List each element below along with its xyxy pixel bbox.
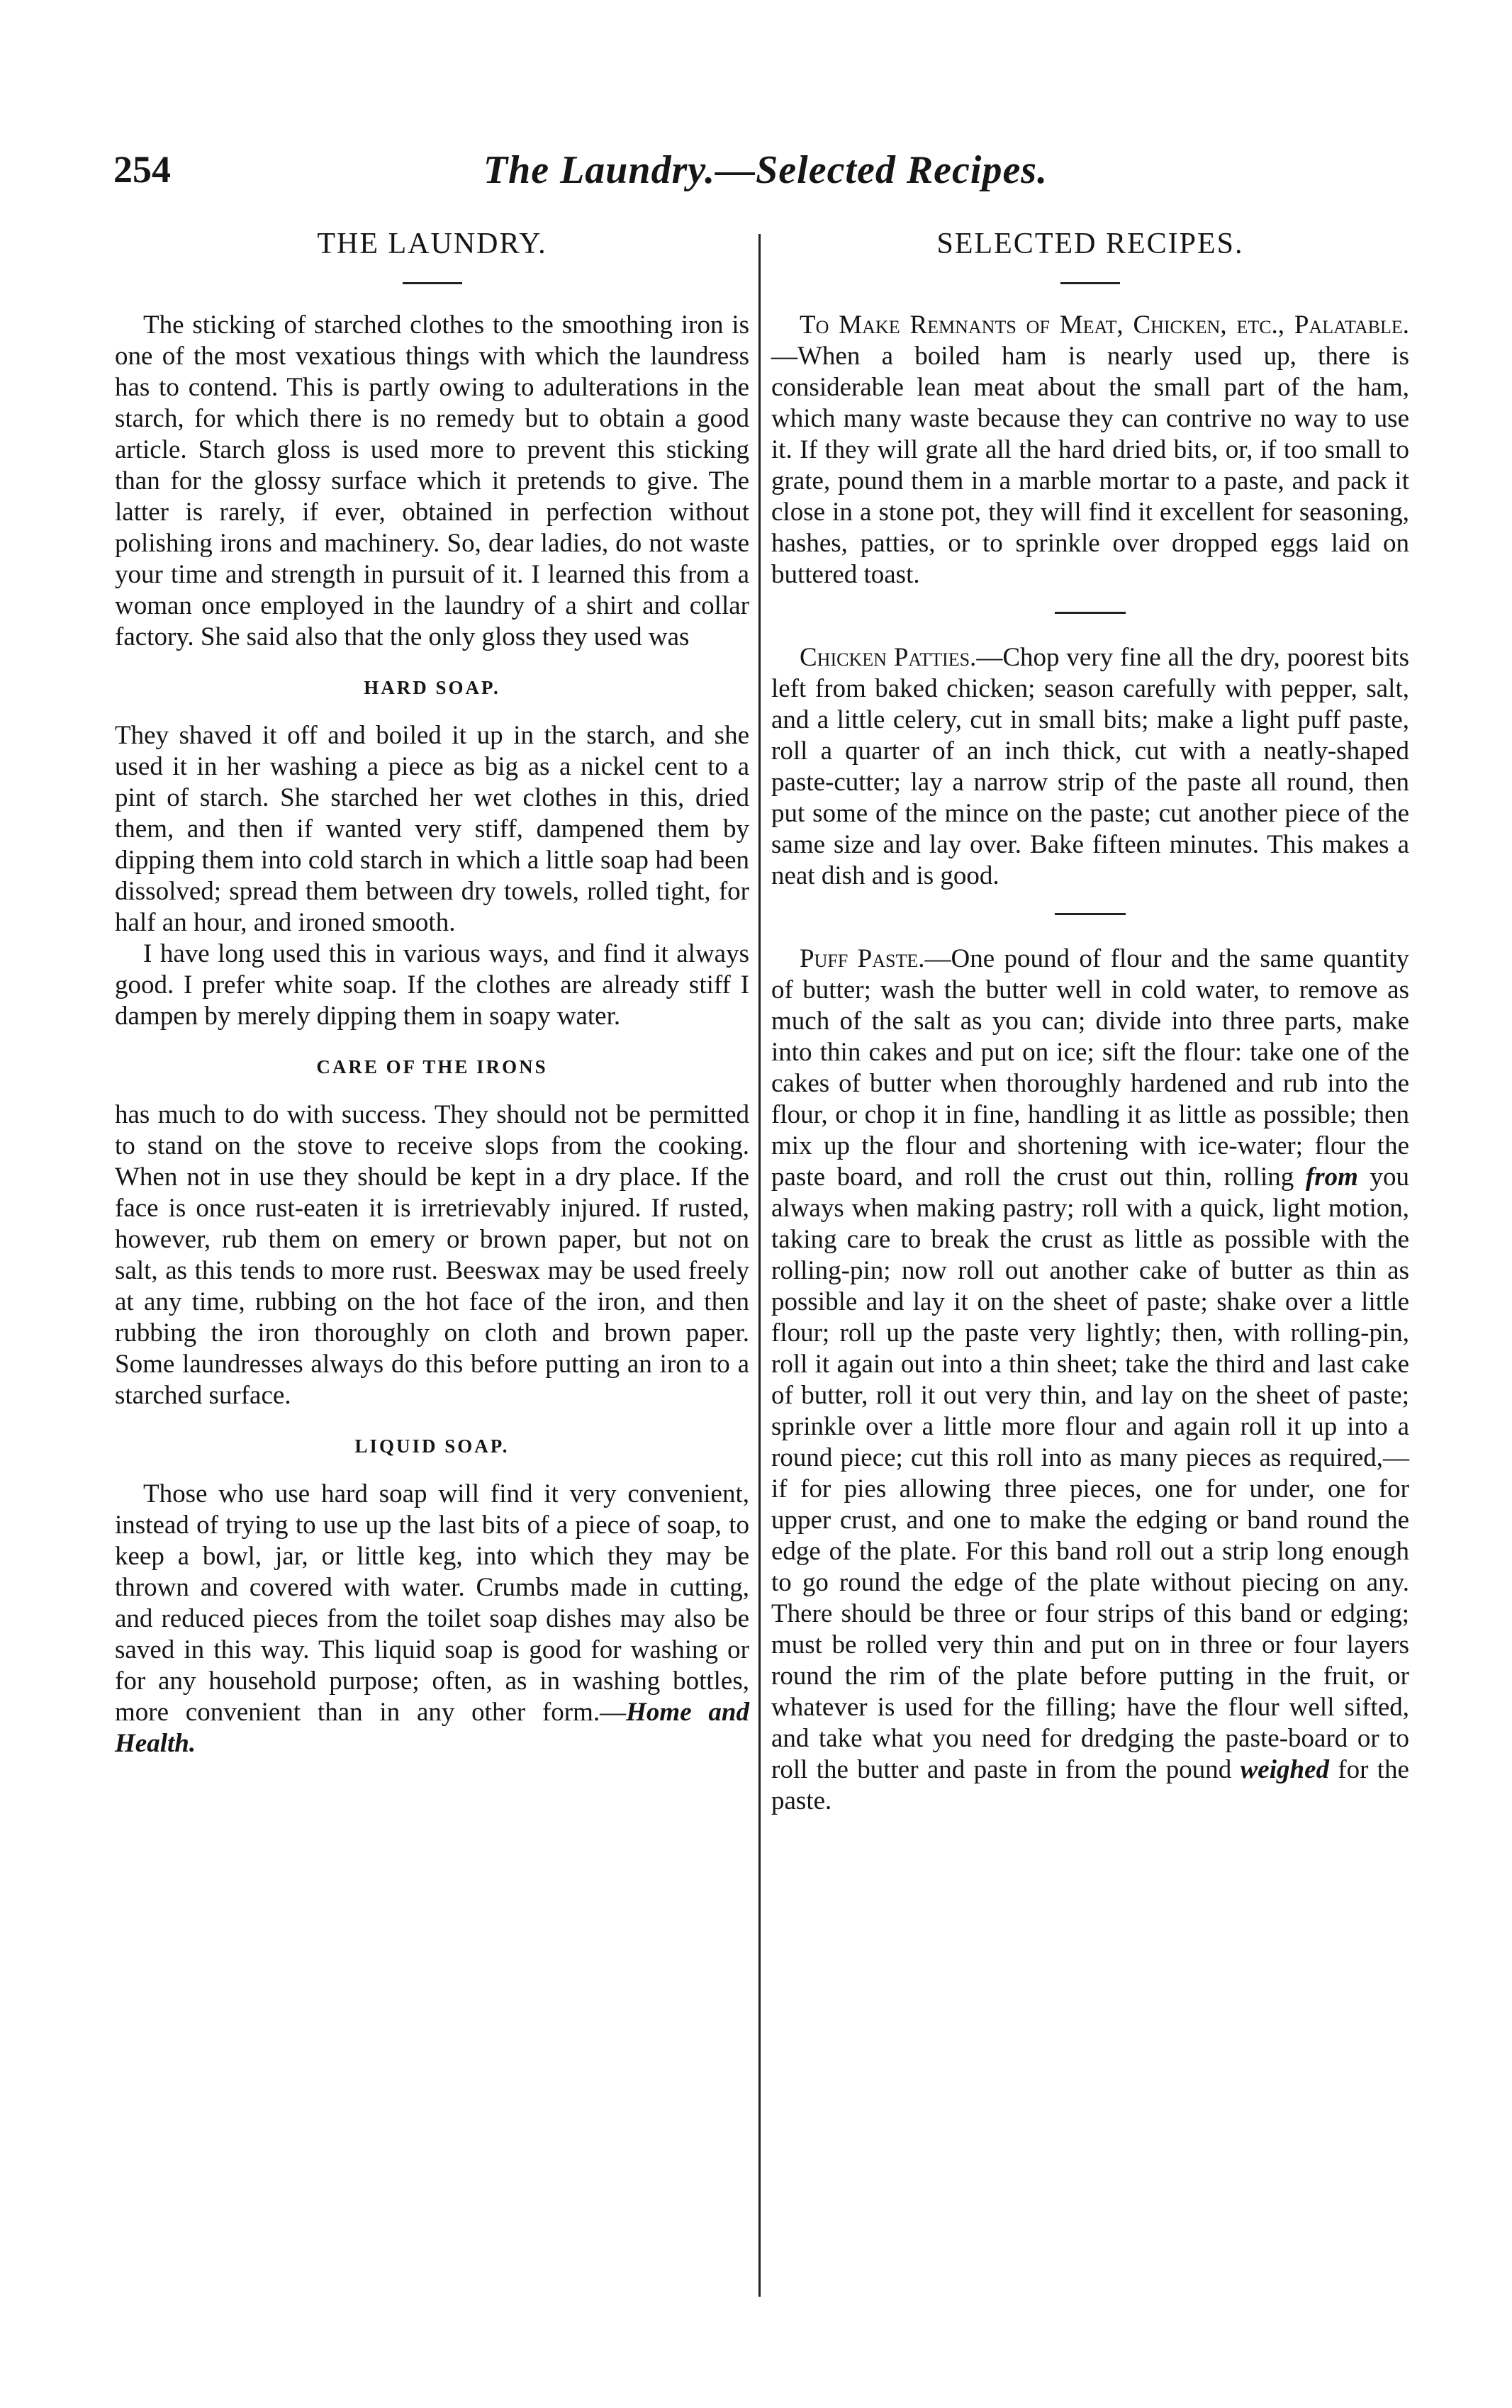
recipe-puff-paste-from: from (1305, 1163, 1358, 1192)
liquid-soap-text: Those who use hard soap will find it very convenient, instead of trying to use up the last bits of a piece of soap, to keep a bowl, jar, or little keg, into which they may be thrown and covered with water. Crumbs made in cutting, and reduced pieces from the toilet soap dishes may also be saved in this way. This liquid soap is good for washing or for any household purpose; often, as in washing bottles, more convenient than in any other form.— (115, 1479, 749, 1727)
recipe-puff-paste-text-c: for the paste. (771, 1755, 1409, 1815)
recipe-chicken-patties (771, 642, 1409, 892)
hard-soap-paragraph-2: I have long used this in various ways, and find it always good. I prefer white soap. If the clothes are already stiff I dampen by merely dipping them in soapy water. (115, 939, 749, 1031)
laundry-column (115, 227, 749, 1759)
heading-rule (1060, 282, 1120, 284)
recipe-puff-paste-weighed: weighed (1240, 1755, 1329, 1784)
recipe-chicken-patties-text: —Chop very fine all the dry, poorest bits left from baked chicken; season carefully with pepper, salt, and a little celery, cut in small bits; make a light puff paste, roll a quarter of an inch thick, cut with a neatly-shaped paste-cutter; lay a narrow strip of the paste all round, then put some of the mince on the paste; cut another piece of the same size and lay over. Bake fifteen minutes. This makes a neat dish and is good. (771, 643, 1409, 890)
irons-heading: CARE OF THE IRONS (316, 1056, 548, 1077)
irons-paragraph: has much to do with success. They should not be permitted to stand on the stove to receive slops from the cooking. When not in use they should be kept in a dry place. If the face is once rust-eaten it is irretrievably injured. If rusted, however, rub them on emery or brown paper, but not on salt, as this tends to more rust. Beeswax may be used freely at any time, rubbing on the hot face of the iron, and then rubbing the iron thoroughly on cloth and brown paper. Some laundresses always do this before putting an iron to a starched surface. (115, 1100, 749, 1410)
column-divider (758, 234, 761, 2297)
hard-soap-paragraph-1: They shaved it off and boiled it up in the starch, and she used it in her washing a piece as big as a nickel cent to a pint of starch. She starched her wet clothes in this, dried them, and then if wanted very stiff, dampened them by dipping them into cold starch in which a little soap had been dissolved; spread them between dry towels, rolled tight, for half an hour, and ironed smooth. (115, 721, 749, 937)
recipe-remnants-text: —When a boiled ham is nearly used up, there is considerable lean meat about the small part of the ham, which many waste because they can contrive no way to use it. If they will grate all the hard dried bits, or, if too small to grate, pound them in a marble mortar to a paste, and pack it close in a stone pot, they will find it excellent for seasoning, hashes, patties, or to sprinkle over dropped eggs laid on buttered toast. (771, 342, 1409, 589)
recipe-separator (1055, 913, 1126, 915)
running-title: The Laundry.—Selected Recipes. (483, 148, 1048, 192)
recipe-separator (1055, 612, 1126, 614)
heading-rule (403, 282, 462, 284)
liquid-soap-paragraph (115, 1479, 749, 1759)
page-header (113, 147, 1418, 211)
liquid-soap-heading: LIQUID SOAP. (354, 1435, 510, 1457)
recipe-puff-paste-text-a: —One pound of flour and the same quantity of butter; wash the butter well in cold water, to remove as much of the salt as you can; divide into three parts, make into thin cakes and put on ice; sift the flour: take one of the cakes of butter when thoroughly hardened and rub into the flour, or chop it in fine, handling it as little as possible; then mix up the flour and shortening with ice-water; flour the paste board, and roll the crust out thin, rolling (771, 944, 1410, 1192)
recipe-puff-paste-title: Puff Paste. (800, 944, 925, 973)
laundry-heading: THE LAUNDRY. (317, 228, 547, 260)
recipe-puff-paste (771, 943, 1409, 1817)
recipes-heading: SELECTED RECIPES. (936, 228, 1244, 260)
recipe-remnants-title: To Make Remnants of Meat, Chicken, etc., Palatable. (800, 310, 1409, 340)
recipe-remnants (771, 310, 1409, 590)
recipe-chicken-patties-title: Chicken Patties. (800, 643, 977, 672)
recipe-puff-paste-text-b: you always when making pastry; roll with a quick, light motion, taking care to break the crust as little as possible with the rolling-pin; now roll out another cake of butter as thin as possible and lay it on the sheet of paste; shake over a little flour; roll up the paste very lightly; then, with rolling-pin, roll it again out into a thin sheet; take the third and last cake of butter, roll it out very thin, and lay on the sheet of paste; sprinkle over a little more flour and again roll it up into a round piece; cut this roll into as many pieces as required,—if for pies allowing three pieces, one for under, one for upper crust, and one to make the edging or band round the edge of the plate. For this band roll out a strip long enough to go round the edge of the plate without piecing on any. There should be three or four strips of this band or edging; must be rolled very thin and put on in three or four layers round the rim of the plate before putting in the fruit, or whatever is used for the filling; have the flour well sifted, and take what you need for dredging the paste-board or to roll the butter and paste in from the pound (771, 1163, 1410, 1784)
liquid-soap-source: Home and Health. (115, 1698, 749, 1758)
recipes-column (771, 227, 1409, 1817)
hard-soap-heading: HARD SOAP. (364, 677, 500, 698)
laundry-intro: The sticking of starched clothes to the smoothing iron is one of the most vexatious things with which the laundress has to contend. This is partly owing to adulterations in the starch, for which there is no remedy but to obtain a good article. Starch gloss is used more to prevent this sticking than for the glossy surface which it pretends to give. The latter is rarely, if ever, obtained in perfection without polishing irons and machinery. So, dear ladies, do not waste your time and strength in pursuit of it. I learned this from a woman once employed in the laundry of a shirt and collar factory. She said also that the only gloss they used was (115, 310, 749, 651)
page-number: 254 (113, 148, 171, 191)
